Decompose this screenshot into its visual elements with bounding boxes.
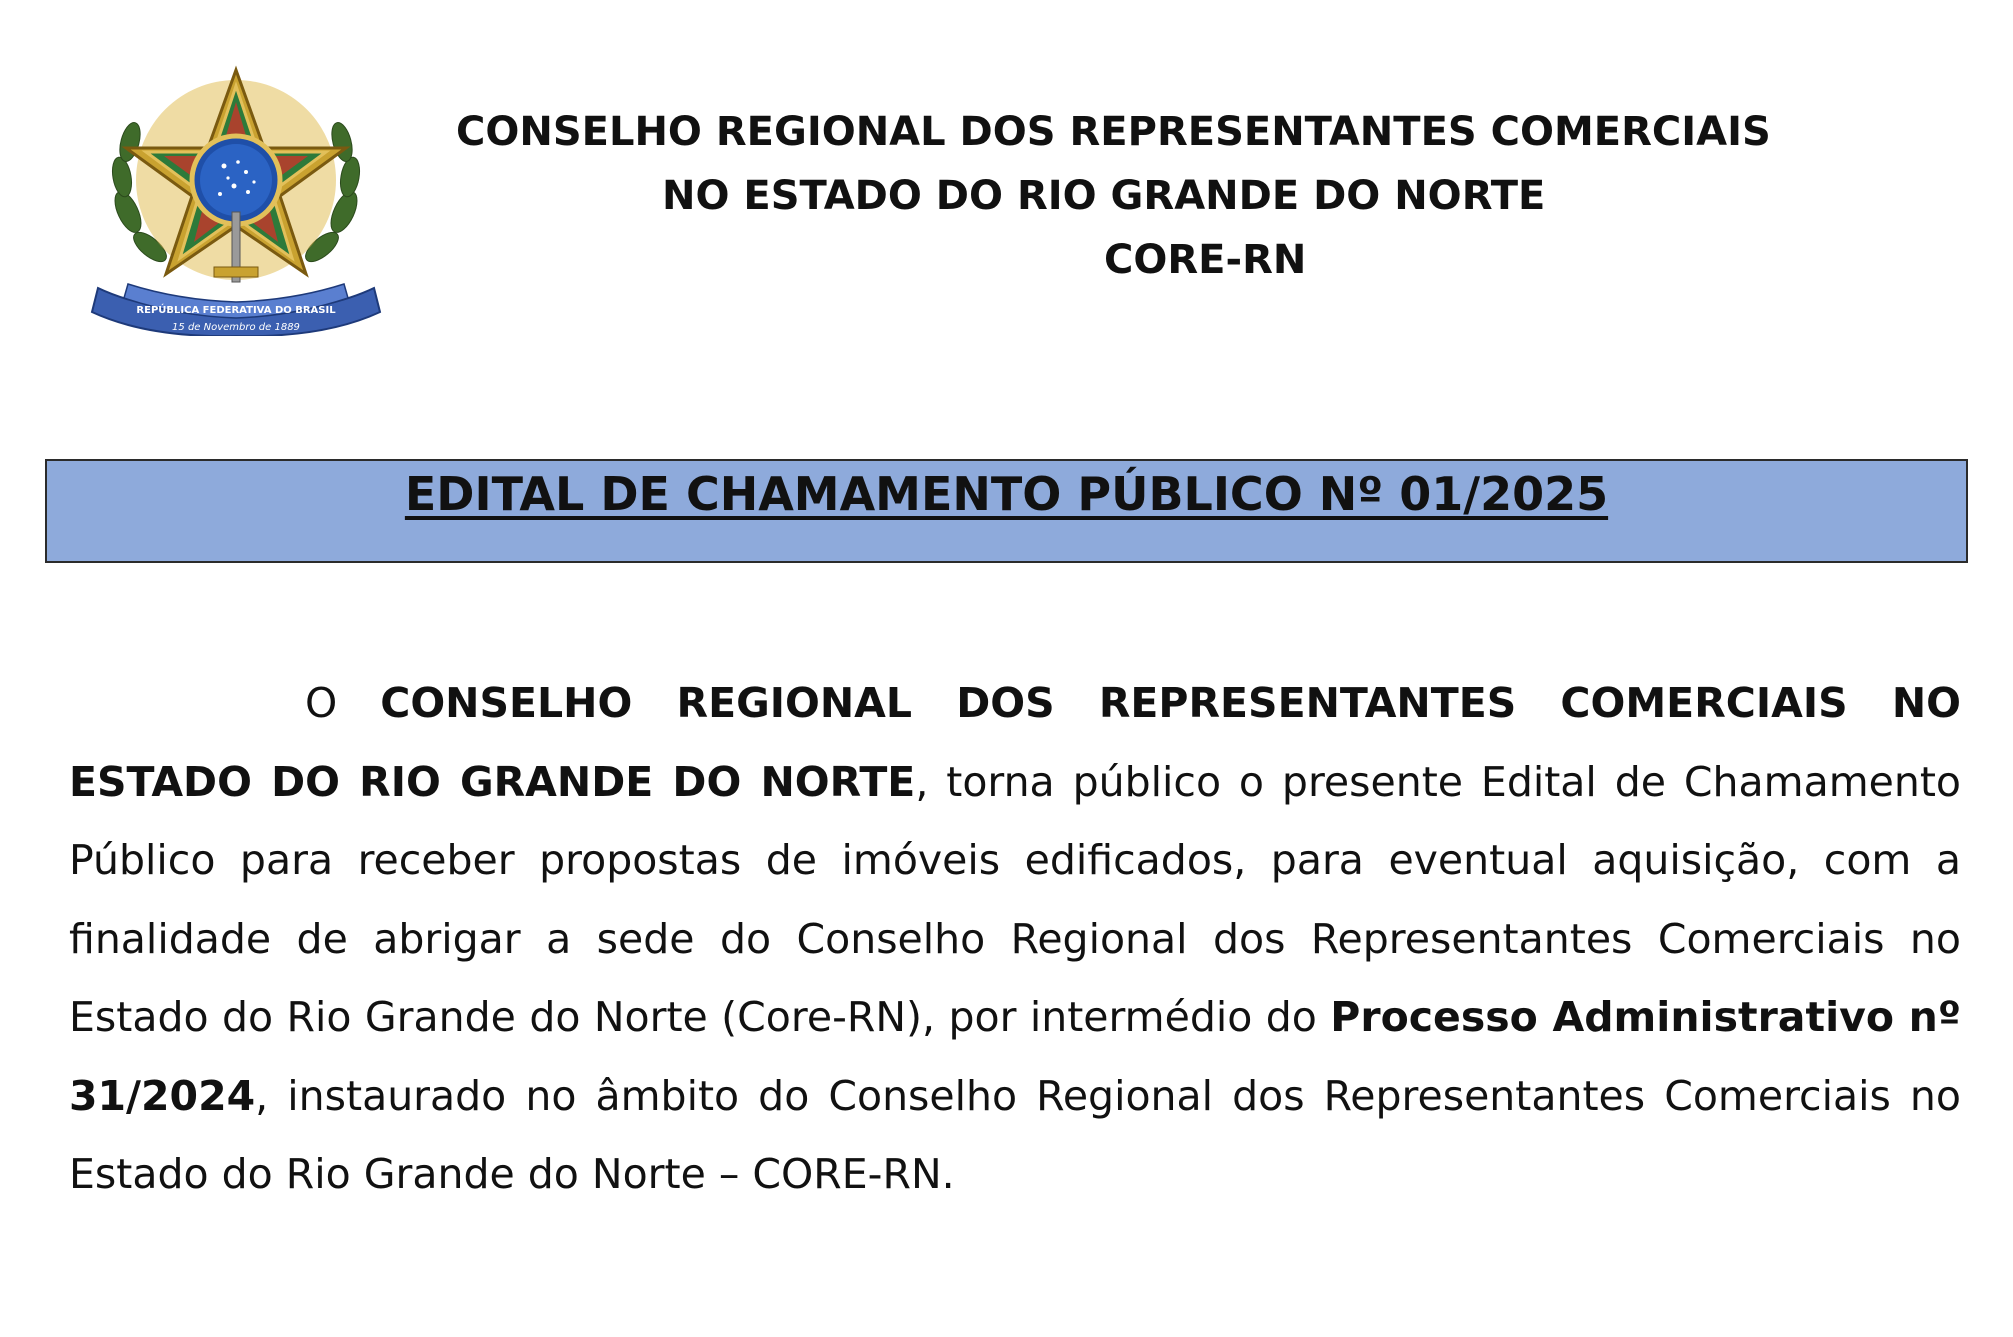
- paragraph-text-2: , instaurado no âmbito do Conselho Regional dos Representantes Comerciais no Estado do Rio Grande do Norte – CORE-RN.: [69, 1071, 1961, 1198]
- edital-title: EDITAL DE CHAMAMENTO PÚBLICO Nº 01/2025: [404, 467, 1609, 521]
- coat-of-arms-icon: [88, 62, 384, 336]
- seal-ribbon-text: REPÚBLICA FEDERATIVA DO BRASIL: [136, 305, 336, 316]
- title-banner: [45, 459, 1968, 563]
- header-line-1: CONSELHO REGIONAL DOS REPRESENTANTES COMERCIAIS: [456, 109, 1771, 155]
- header-line-3: CORE-RN: [1104, 237, 1307, 283]
- paragraph-opening: O: [305, 679, 381, 727]
- document-header: [420, 100, 1880, 292]
- entity-name: CONSELHO REGIONAL DOS REPRESENTANTES COMERCIAIS NO ESTADO DO RIO GRANDE DO NORTE: [69, 679, 1961, 806]
- process-number: Processo Administrativo nº 31/2024: [69, 993, 1961, 1120]
- seal-ribbon-date: 15 de Novembro de 1889: [172, 322, 300, 333]
- header-line-2: NO ESTADO DO RIO GRANDE DO NORTE: [662, 173, 1546, 219]
- paragraph-text-1: , torna público o presente Edital de Chamamento Público para receber propostas de imóveis edificados, para eventual aquisição, com a finalidade de abrigar a sede do Conselho Regional dos Representantes Comerciais no Estado do Rio Grande do Norte (Core-RN), por intermédio do: [69, 757, 1961, 1041]
- body-paragraph: [69, 664, 1961, 1214]
